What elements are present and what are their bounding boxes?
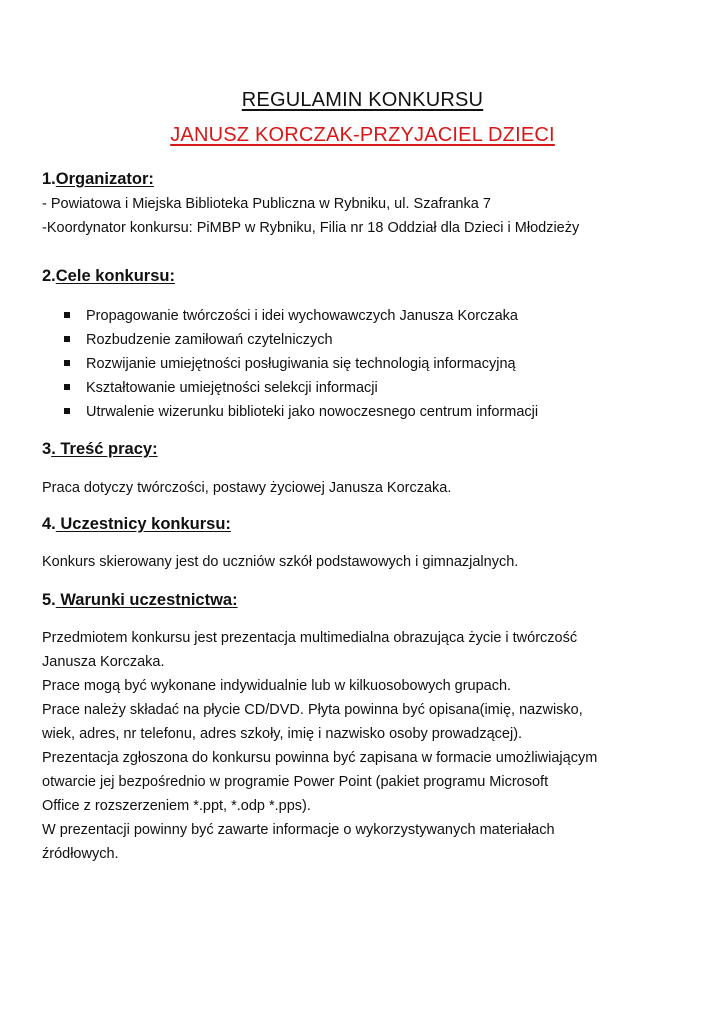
section-5-title: Warunki uczestnictwa:: [55, 591, 238, 609]
work-content-text: Praca dotyczy twórczości, postawy życiowej Janusza Korczaka.: [42, 480, 452, 496]
section-2-heading: [42, 267, 175, 286]
conditions-paragraph: [42, 626, 682, 866]
section-4-heading: [42, 515, 231, 534]
participants-text: Konkurs skierowany jest do uczniów szkół podstawowych i gimnazjalnych.: [42, 554, 519, 570]
conditions-line: Przedmiotem konkursu jest prezentacja multimedialna obrazująca życie i twórczość: [42, 630, 578, 646]
list-item: [64, 306, 538, 330]
conditions-line: W prezentacji powinny być zawarte informacje o wykorzystywanych materiałach: [42, 822, 555, 838]
section-1-title: Organizator:: [55, 170, 154, 188]
coordinator-line: -Koordynator konkursu: PiMBP w Rybniku, Filia nr 18 Oddział dla Dzieci i Młodzieży: [42, 220, 580, 236]
list-item: [64, 330, 538, 354]
conditions-line: Office z rozszerzeniem *.ppt, *.odp *.pps).: [42, 798, 311, 814]
section-5-number: 5.: [42, 591, 56, 609]
section-4-number: 4.: [42, 515, 56, 533]
conditions-line: Prace mogą być wykonane indywidualnie lub w kilkuosobowych grupach.: [42, 678, 512, 694]
document-subtitle: JANUSZ KORCZAK-PRZYJACIEL DZIECI: [170, 124, 555, 146]
square-bullet-icon: [64, 360, 70, 366]
section-2-number: 2.: [42, 267, 56, 285]
square-bullet-icon: [64, 408, 70, 414]
conditions-line: źródłowych.: [42, 846, 119, 862]
square-bullet-icon: [64, 384, 70, 390]
conditions-line: Prezentacja zgłoszona do konkursu powinna być zapisana w formacie umożliwiającym: [42, 750, 598, 766]
goal-text: Rozbudzenie zamiłowań czytelniczych: [86, 332, 333, 348]
conditions-line: Prace należy składać na płycie CD/DVD. Płyta powinna być opisana(imię, nazwisko,: [42, 702, 583, 718]
square-bullet-icon: [64, 336, 70, 342]
goals-list: [64, 306, 538, 426]
goal-text: Kształtowanie umiejętności selekcji informacji: [86, 380, 378, 396]
list-item: [64, 402, 538, 426]
goal-text: Rozwijanie umiejętności posługiwania się technologią informacyjną: [86, 356, 516, 372]
section-5-heading: [42, 591, 238, 610]
square-bullet-icon: [64, 312, 70, 318]
goal-text: Propagowanie twórczości i idei wychowawczych Janusza Korczaka: [86, 308, 518, 324]
organizer-line: - Powiatowa i Miejska Biblioteka Publiczna w Rybniku, ul. Szafranka 7: [42, 196, 491, 212]
section-4-title: Uczestnicy konkursu:: [55, 515, 231, 533]
list-item: [64, 378, 538, 402]
section-3-title: . Treść pracy:: [51, 440, 158, 458]
conditions-line: wiek, adres, nr telefonu, adres szkoły, imię i nazwisko osoby prowadzącej).: [42, 726, 523, 742]
section-2-title: Cele konkursu:: [55, 267, 175, 285]
section-1-heading: [42, 170, 154, 189]
list-item: [64, 354, 538, 378]
section-3-number: 3: [42, 440, 52, 458]
conditions-line: otwarcie jej bezpośrednio w programie Power Point (pakiet programu Microsoft: [42, 774, 549, 790]
document-title: REGULAMIN KONKURSU: [241, 89, 484, 111]
goal-text: Utrwalenie wizerunku biblioteki jako nowoczesnego centrum informacji: [86, 404, 539, 420]
conditions-line: Janusza Korczaka.: [42, 654, 165, 670]
section-3-heading: [42, 440, 158, 459]
section-1-number: 1.: [42, 170, 56, 188]
